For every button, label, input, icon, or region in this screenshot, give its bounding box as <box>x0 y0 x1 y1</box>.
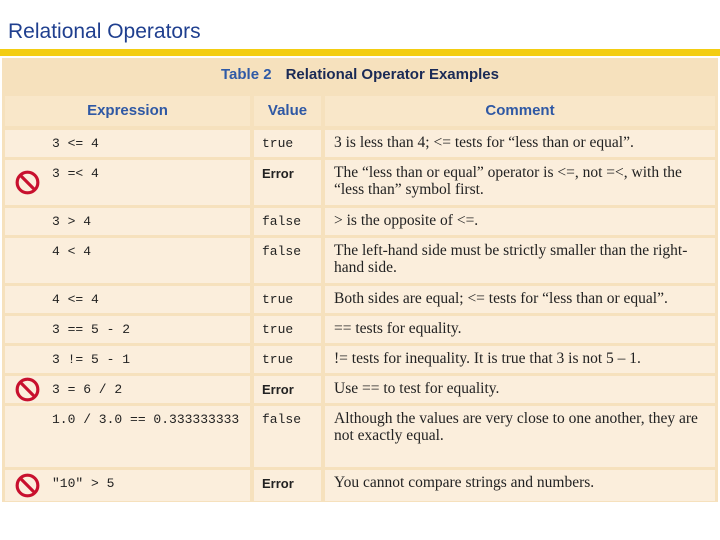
expression-text: 1.0 / 3.0 == 0.333333333 <box>52 412 240 427</box>
value-cell <box>254 130 321 157</box>
boolean-value: true <box>262 292 294 307</box>
value-cell <box>254 376 321 403</box>
expression-cell <box>5 208 250 235</box>
error-value: Error <box>262 166 294 181</box>
comment-text: > is the opposite of <=. <box>334 212 479 229</box>
value-cell <box>254 286 321 313</box>
table-row <box>2 470 718 501</box>
comment-cell <box>325 376 715 403</box>
comment-cell <box>325 316 715 343</box>
value-cell <box>254 470 321 501</box>
comment-text: Although the values are very close to one another, they are not exactly equal. <box>334 410 698 444</box>
no-entry-icon <box>14 169 41 196</box>
page-title: Relational Operators <box>8 20 201 43</box>
comment-text: != tests for inequality. It is true that 3 is not 5 – 1. <box>334 350 641 367</box>
table-row <box>2 346 718 373</box>
boolean-value: true <box>262 322 294 337</box>
comment-text: The “less than or equal” operator is <=, not =<, with the “less than” symbol first. <box>334 164 682 198</box>
comment-text: Use == to test for equality. <box>334 380 500 397</box>
comment-text: Both sides are equal; <= tests for “less than or equal”. <box>334 290 668 307</box>
expression-text: 3 <= 4 <box>52 136 99 151</box>
header-expression: Expression <box>5 96 250 126</box>
table-row <box>2 376 718 403</box>
expression-cell <box>5 238 250 283</box>
comment-text: == tests for equality. <box>334 320 462 337</box>
table-header-row <box>2 96 718 126</box>
table-title: Relational Operator Examples <box>285 66 499 83</box>
boolean-value: false <box>262 214 302 229</box>
comment-cell <box>325 238 715 283</box>
boolean-value: true <box>262 352 294 367</box>
expression-text: "10" > 5 <box>52 476 115 491</box>
comment-cell <box>325 208 715 235</box>
expression-text: 3 == 5 - 2 <box>52 322 131 337</box>
value-cell <box>254 160 321 205</box>
expression-text: 4 < 4 <box>52 244 92 259</box>
expression-text: 3 =< 4 <box>52 166 99 181</box>
expression-text: 3 = 6 / 2 <box>52 382 123 397</box>
value-cell <box>254 346 321 373</box>
expression-cell <box>5 406 250 467</box>
comment-cell <box>325 346 715 373</box>
boolean-value: false <box>262 244 302 259</box>
expression-text: 3 != 5 - 1 <box>52 352 131 367</box>
error-value: Error <box>262 382 294 397</box>
expression-cell <box>5 316 250 343</box>
comment-text: 3 is less than 4; <= tests for “less than or equal”. <box>334 134 634 151</box>
header-value: Value <box>254 96 321 126</box>
comment-cell <box>325 160 715 205</box>
no-entry-icon <box>14 472 41 499</box>
no-entry-icon <box>14 376 41 403</box>
table-row <box>2 406 718 467</box>
value-cell <box>254 316 321 343</box>
error-value: Error <box>262 476 294 491</box>
operators-table <box>2 58 718 502</box>
table-row <box>2 130 718 157</box>
value-cell <box>254 406 321 467</box>
expression-cell <box>5 160 250 205</box>
table-row <box>2 286 718 313</box>
expression-cell <box>5 346 250 373</box>
expression-cell <box>5 376 250 403</box>
table-row <box>2 316 718 343</box>
comment-text: You cannot compare strings and numbers. <box>334 474 595 491</box>
expression-cell <box>5 130 250 157</box>
table-caption <box>2 58 718 92</box>
table-row <box>2 160 718 205</box>
value-cell <box>254 208 321 235</box>
table-row <box>2 238 718 283</box>
expression-text: 4 <= 4 <box>52 292 99 307</box>
comment-cell <box>325 406 715 467</box>
comment-cell <box>325 130 715 157</box>
table-row <box>2 208 718 235</box>
expression-cell <box>5 470 250 501</box>
boolean-value: false <box>262 412 302 427</box>
expression-cell <box>5 286 250 313</box>
boolean-value: true <box>262 136 294 151</box>
header-comment: Comment <box>325 96 715 126</box>
comment-cell <box>325 470 715 501</box>
comment-text: The left-hand side must be strictly smaller than the right-hand side. <box>334 242 688 276</box>
value-cell <box>254 238 321 283</box>
expression-text: 3 > 4 <box>52 214 92 229</box>
table-number: Table 2 <box>221 66 272 83</box>
comment-cell <box>325 286 715 313</box>
title-divider <box>0 49 720 56</box>
